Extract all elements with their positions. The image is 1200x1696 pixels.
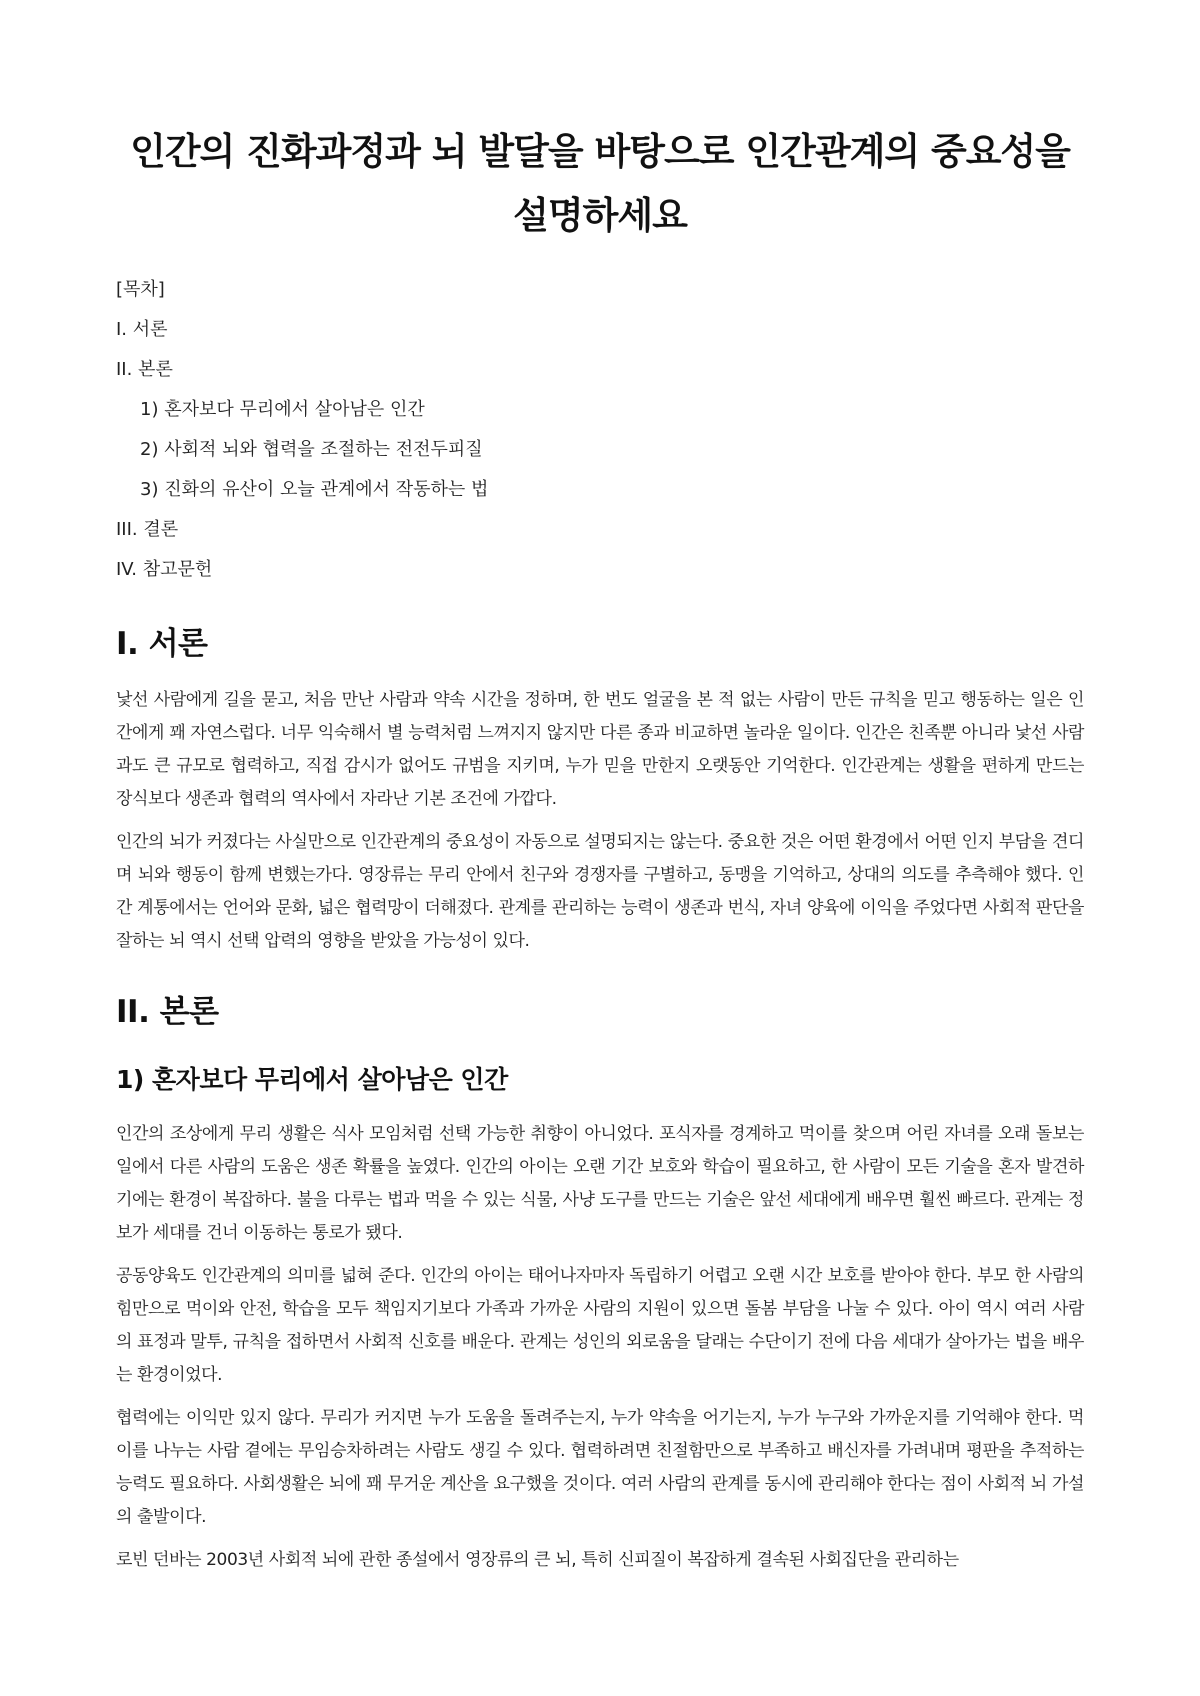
toc-item-references: IV. 참고문헌: [116, 559, 213, 580]
toc-item-body-2: 2) 사회적 뇌와 협력을 조절하는 전전두피질: [140, 439, 483, 460]
intro-paragraph: 인간의 뇌가 커졌다는 사실만으로 인간관계의 중요성이 자동으로 설명되지는 않는다. 중요한 것은 어떤 환경에서 어떤 인지 부담을 견디며 뇌와 행동이 함께 변했는가다. 영장류는 무리 안에서 친구와 경쟁자를 구별하고, 동맹을 기억하고, 상대의 의도를 추측해야 했다. 인간 계통에서는 언어와 문화, 넓은 협력망이 더해졌다. 관계를 관리하는 능력이 생존과 번식, 자녀 양육에 이익을 주었다면 사회적 판단을 잘하는 뇌 역시 선택 압력의 영향을 받았을 가능성이 있다.: [116, 832, 1084, 951]
toc-item-body-3: 3) 진화의 유산이 오늘 관계에서 작동하는 법: [140, 479, 489, 500]
table-of-contents: [116, 270, 1084, 590]
intro-paragraph: 낯선 사람에게 길을 묻고, 처음 만난 사람과 약속 시간을 정하며, 한 번도 얼굴을 본 적 없는 사람이 만든 규칙을 믿고 행동하는 일은 인간에게 꽤 자연스럽다. 너무 익숙해서 별 능력처럼 느껴지지 않지만 다른 종과 비교하면 놀라운 일이다. 인간은 친족뿐 아니라 낯선 사람과도 큰 규모로 협력하고, 직접 감시가 없어도 규범을 지키며, 누가 믿을 만한지 오랫동안 기억한다. 인간관계는 생활을 편하게 만드는 장식보다 생존과 협력의 역사에서 자라난 기본 조건에 가깝다.: [116, 690, 1084, 809]
section-heading-intro: I. 서론: [116, 626, 208, 662]
body-paragraph: 공동양육도 인간관계의 의미를 넓혀 준다. 인간의 아이는 태어나자마자 독립하기 어렵고 오랜 시간 보호를 받아야 한다. 부모 한 사람의 힘만으로 먹이와 안전, 학습을 모두 책임지기보다 가족과 가까운 사람의 지원이 있으면 돌봄 부담을 나눌 수 있다. 아이 역시 여러 사람의 표정과 말투, 규칙을 접하면서 사회적 신호를 배운다. 관계는 성인의 외로움을 달래는 수단이기 전에 다음 세대가 살아가는 법을 배우는 환경이었다.: [116, 1266, 1084, 1385]
toc-item-conclusion: III. 결론: [116, 519, 179, 540]
toc-heading: [목차]: [116, 279, 165, 300]
section-heading-body: II. 본론: [116, 994, 219, 1030]
toc-item-body-1: 1) 혼자보다 무리에서 살아남은 인간: [140, 399, 425, 420]
body-paragraph: 협력에는 이익만 있지 않다. 무리가 커지면 누가 도움을 돌려주는지, 누가 약속을 어기는지, 누가 누구와 가까운지를 기억해야 한다. 먹이를 나누는 사람 곁에는 무임승차하려는 사람도 생길 수 있다. 협력하려면 친절함만으로 부족하고 배신자를 가려내며 평판을 추적하는 능력도 필요하다. 사회생활은 뇌에 꽤 무거운 계산을 요구했을 것이다. 여러 사람의 관계를 동시에 관리해야 한다는 점이 사회적 뇌 가설의 출발이다.: [116, 1408, 1084, 1527]
body-paragraph: 로빈 던바는 2003년 사회적 뇌에 관한 종설에서 영장류의 큰 뇌, 특히 신피질이 복잡하게 결속된 사회집단을 관리하는: [116, 1550, 959, 1570]
document-page: [116, 0, 1084, 1587]
document-title: 인간의 진화과정과 뇌 발달을 바탕으로 인간관계의 중요성을 설명하세요: [130, 130, 1070, 237]
toc-item-body: II. 본론: [116, 359, 173, 380]
subsection-heading-1: 1) 혼자보다 무리에서 살아남은 인간: [116, 1065, 508, 1094]
body-paragraph: 인간의 조상에게 무리 생활은 식사 모임처럼 선택 가능한 취향이 아니었다. 포식자를 경계하고 먹이를 찾으며 어린 자녀를 오래 돌보는 일에서 다른 사람의 도움은 생존 확률을 높였다. 인간의 아이는 오랜 기간 보호와 학습이 필요하고, 한 사람이 모든 기술을 혼자 발견하기에는 환경이 복잡하다. 불을 다루는 법과 먹을 수 있는 식물, 사냥 도구를 만드는 기술은 앞선 세대에게 배우면 훨씬 빠르다. 관계는 정보가 세대를 건너 이동하는 통로가 됐다.: [116, 1124, 1084, 1243]
toc-item-intro: I. 서론: [116, 319, 168, 340]
